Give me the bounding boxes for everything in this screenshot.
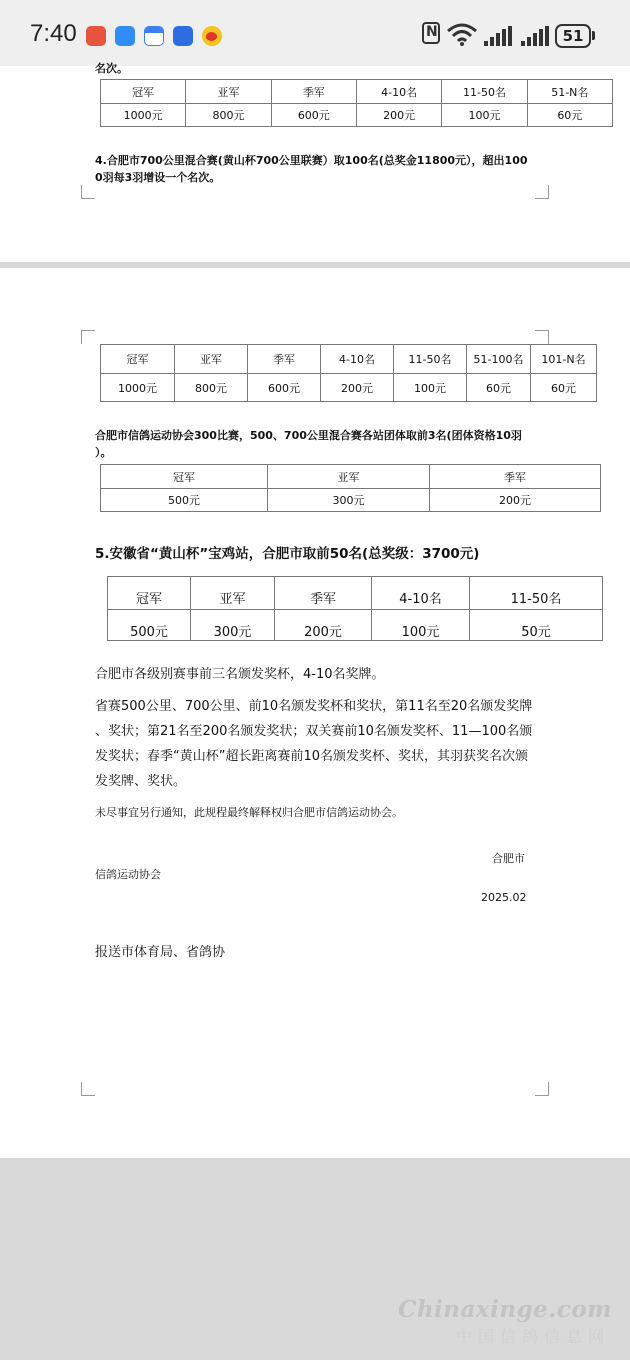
table-cell: 51-N名 [527, 80, 612, 104]
table-cell: 101-N名 [531, 345, 597, 374]
table-cell: 冠军 [101, 80, 186, 104]
wifi-icon [446, 22, 478, 46]
table-cell: 60元 [527, 104, 612, 127]
table-row [101, 489, 601, 512]
table-cell: 冠军 [108, 577, 191, 610]
prize-table-1 [100, 79, 613, 127]
table-cell: 200元 [321, 374, 394, 402]
battery-tip [592, 31, 595, 40]
signature-org: 信鸽运动协会 [95, 868, 161, 881]
clock: 7:40 [30, 20, 77, 47]
document-page[interactable] [0, 268, 630, 1158]
table-cell: 200元 [356, 104, 441, 127]
table-cell: 1000元 [101, 374, 175, 402]
report-to: 报送市体育局、省鸽协 [95, 945, 226, 960]
table-cell: 800元 [186, 104, 271, 127]
table-header-row [101, 465, 601, 489]
table-row [101, 104, 613, 127]
signal-icon [521, 26, 549, 46]
table-cell: 季军 [248, 345, 321, 374]
table-cell: 11-50名 [470, 577, 603, 610]
section-5-heading: 5.安徽省“黄山杯”宝鸡站，合肥市取前50名(总奖级：3700元) [95, 546, 480, 562]
team-prize-table [100, 464, 601, 512]
page-corner-mark [81, 330, 95, 344]
table-cell: 500元 [101, 489, 268, 512]
table-header-row [108, 577, 603, 610]
table-cell: 800元 [175, 374, 248, 402]
table-cell: 50元 [470, 610, 603, 641]
status-bar [0, 0, 630, 66]
table-cell: 600元 [271, 104, 356, 127]
prize-table-4 [107, 576, 603, 641]
table-cell: 100元 [372, 610, 470, 641]
final-note: 未尽事宜另行通知，此规程最终解释权归合肥市信鸽运动协会。 [95, 806, 403, 819]
team-award-heading-cont: ）。 [95, 446, 112, 459]
calendar-icon [144, 26, 164, 46]
page-corner-mark [81, 1082, 95, 1096]
table-cell: 300元 [191, 610, 275, 641]
section-4-heading-cont: 0羽每3羽增设一个名次。 [95, 171, 221, 184]
table-cell: 200元 [275, 610, 372, 641]
cut-text: 名次。 [95, 62, 128, 75]
document-page[interactable] [0, 62, 630, 262]
paragraph-line: 发奖状；春季“黄山杯”超长距离赛前10名颁发奖杯、奖状，其羽获奖名次颁 [95, 749, 529, 764]
page-corner-mark [535, 185, 549, 199]
table-row [108, 610, 603, 641]
page-corner-mark [535, 330, 549, 344]
app-store-icon [173, 26, 193, 46]
table-cell: 51-100名 [467, 345, 531, 374]
table-cell: 亚军 [268, 465, 430, 489]
table-cell: 冠军 [101, 465, 268, 489]
table-cell: 亚军 [191, 577, 275, 610]
table-cell: 500元 [108, 610, 191, 641]
table-row [101, 374, 597, 402]
messages-icon [115, 26, 135, 46]
page-corner-mark [81, 185, 95, 199]
provincial-awards-paragraph [95, 694, 535, 794]
table-cell: 300元 [268, 489, 430, 512]
table-cell: 4-10名 [356, 80, 441, 104]
table-cell: 11-50名 [394, 345, 467, 374]
table-cell: 亚军 [175, 345, 248, 374]
paragraph-line: 发奖牌、奖状。 [95, 774, 187, 789]
watermark-brand: Chinaxinge.com [398, 1296, 612, 1323]
weibo-icon [202, 26, 222, 46]
prize-table-2 [100, 344, 597, 402]
table-cell: 200元 [430, 489, 601, 512]
battery-icon: 51 [555, 24, 591, 48]
table-cell: 4-10名 [372, 577, 470, 610]
table-header-row [101, 345, 597, 374]
team-award-heading: 合肥市信鸽运动协会300比赛，500、700公里混合赛各站团体取前3名(团体资格10羽 [95, 429, 522, 442]
page-corner-mark [535, 1082, 549, 1096]
watermark-cn: 中国信鸽信息网 [455, 1327, 610, 1346]
table-cell: 600元 [248, 374, 321, 402]
table-cell: 60元 [531, 374, 597, 402]
table-cell: 4-10名 [321, 345, 394, 374]
signature-city: 合肥市 [492, 852, 525, 865]
table-cell: 季军 [271, 80, 356, 104]
table-cell: 11-50名 [442, 80, 527, 104]
signature-date: 2025.02 [481, 891, 527, 904]
table-cell: 60元 [467, 374, 531, 402]
table-header-row [101, 80, 613, 104]
table-cell: 100元 [394, 374, 467, 402]
phone-missed-icon [86, 26, 106, 46]
table-cell: 100元 [442, 104, 527, 127]
table-cell: 1000元 [101, 104, 186, 127]
trophy-paragraph: 合肥市各级别赛事前三名颁发奖杯，4-10名奖牌。 [95, 667, 385, 682]
table-cell: 季军 [275, 577, 372, 610]
table-cell: 亚军 [186, 80, 271, 104]
nfc-icon [422, 22, 440, 44]
paragraph-line: 、奖状；第21名至200名颁发奖状；双关赛前10名颁发奖杯、11—100名颁 [95, 724, 533, 739]
table-cell: 冠军 [101, 345, 175, 374]
paragraph-line: 省赛500公里、700公里、前10名颁发奖杯和奖状，第11名至20名颁发奖牌 [95, 699, 533, 714]
signal-icon [484, 26, 512, 46]
table-cell: 季军 [430, 465, 601, 489]
section-4-heading: 4.合肥市700公里混合赛(黄山杯700公里联赛）取100名(总奖金11800元），超出100 [95, 154, 528, 167]
